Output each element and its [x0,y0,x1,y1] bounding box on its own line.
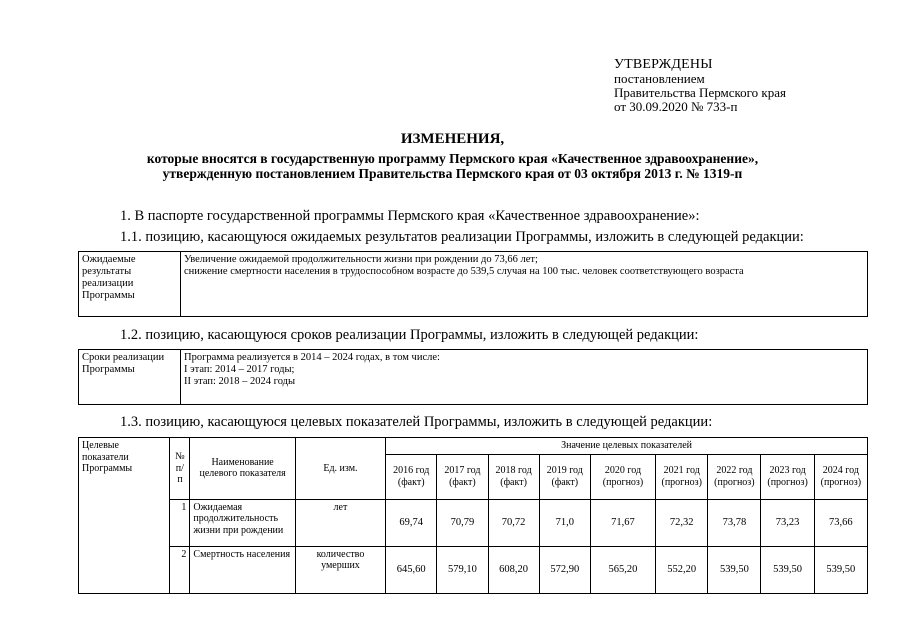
text-line: I этап: 2014 – 2017 годы; [184,364,295,375]
approval-line: от 30.09.2020 № 733-п [614,99,738,114]
paragraph-1: 1. В паспорте государственной программы Пермского края «Качественное здравоохранение»: [120,208,700,224]
header-indicator-name: Наименование целевого показателя [190,438,295,500]
row-indicator-name: Смертность населения [190,546,295,593]
row-value: 608,20 [488,546,539,593]
header-year: 2021 год (прогноз) [656,454,708,499]
row-value: 579,10 [437,546,488,593]
header-year: 2016 год (факт) [386,454,437,499]
program-period-label: Сроки реализации Программы [79,350,181,405]
paragraph-1-2: 1.2. позицию, касающуюся сроков реализации Программы, изложить в следующей редакции: [120,327,699,343]
row-value: 72,32 [656,499,708,546]
subtitle-line: которые вносятся в государственную программу Пермского края «Качественное здравоохранение», [146,151,759,166]
header-year: 2024 год (прогноз) [814,454,867,499]
header-year: 2020 год (прогноз) [590,454,655,499]
row-value: 565,20 [590,546,655,593]
header-year: 2023 год (прогноз) [761,454,814,499]
target-indicators-table [78,437,868,594]
table-row [79,252,868,317]
program-period-table [78,349,868,405]
row-value: 572,90 [539,546,590,593]
header-year: 2017 год (факт) [437,454,488,499]
header-year: 2019 год (факт) [539,454,590,499]
table-row [79,350,868,405]
row-value: 539,50 [761,546,814,593]
approval-block [614,58,786,114]
header-unit: Ед. изм. [295,438,385,500]
header-number: № п/п [170,438,190,500]
row-value: 73,66 [814,499,867,546]
text-line: снижение смертности населения в трудоспособном возрасте до 539,5 случая на 100 тыс. человек соответствующего возраста [184,266,744,277]
row-value: 645,60 [386,546,437,593]
header-year: 2018 год (факт) [488,454,539,499]
row-value: 69,74 [386,499,437,546]
row-value: 70,72 [488,499,539,546]
row-unit: лет [295,499,385,546]
indicators-label: Целевые показатели Программы [79,438,170,594]
header-year: 2022 год (прогноз) [708,454,761,499]
text-line: II этап: 2018 – 2024 годы [184,376,296,387]
table-header-row [79,438,868,455]
table-row [79,499,868,546]
row-number: 2 [170,546,190,593]
approval-heading: УТВЕРЖДЕНЫ [614,57,713,72]
row-value: 539,50 [708,546,761,593]
row-value: 552,20 [656,546,708,593]
row-indicator-name: Ожидаемая продолжительность жизни при рождении [190,499,295,546]
subtitle-line: утвержденную постановлением Правительства Пермского края от 03 октября 2013 г. № 1319-п [162,166,743,181]
approval-line: Правительства Пермского края [614,85,786,100]
row-unit: количество умерших [295,546,385,593]
row-value: 70,79 [437,499,488,546]
table-row [79,546,868,593]
approval-line: постановлением [614,71,705,86]
document-subtitle [0,151,905,181]
expected-results-label: Ожидаемые результаты реализации Программы [79,252,181,317]
text-line: Увеличение ожидаемой продолжительности жизни при рождении до 73,66 лет; [184,254,538,265]
expected-results-table [78,251,868,317]
row-value: 73,78 [708,499,761,546]
document-title: ИЗМЕНЕНИЯ, [400,131,505,147]
expected-results-text [181,252,868,317]
row-value: 539,50 [814,546,867,593]
row-value: 71,67 [590,499,655,546]
header-values: Значение целевых показателей [386,438,868,455]
row-number: 1 [170,499,190,546]
row-value: 71,0 [539,499,590,546]
row-value: 73,23 [761,499,814,546]
text-line: Программа реализуется в 2014 – 2024 годах, в том числе: [184,352,440,363]
paragraph-1-3: 1.3. позицию, касающуюся целевых показателей Программы, изложить в следующей редакции: [120,414,713,430]
paragraph-1-1: 1.1. позицию, касающуюся ожидаемых результатов реализации Программы, изложить в следующей редакции: [120,229,804,245]
program-period-text [181,350,868,405]
